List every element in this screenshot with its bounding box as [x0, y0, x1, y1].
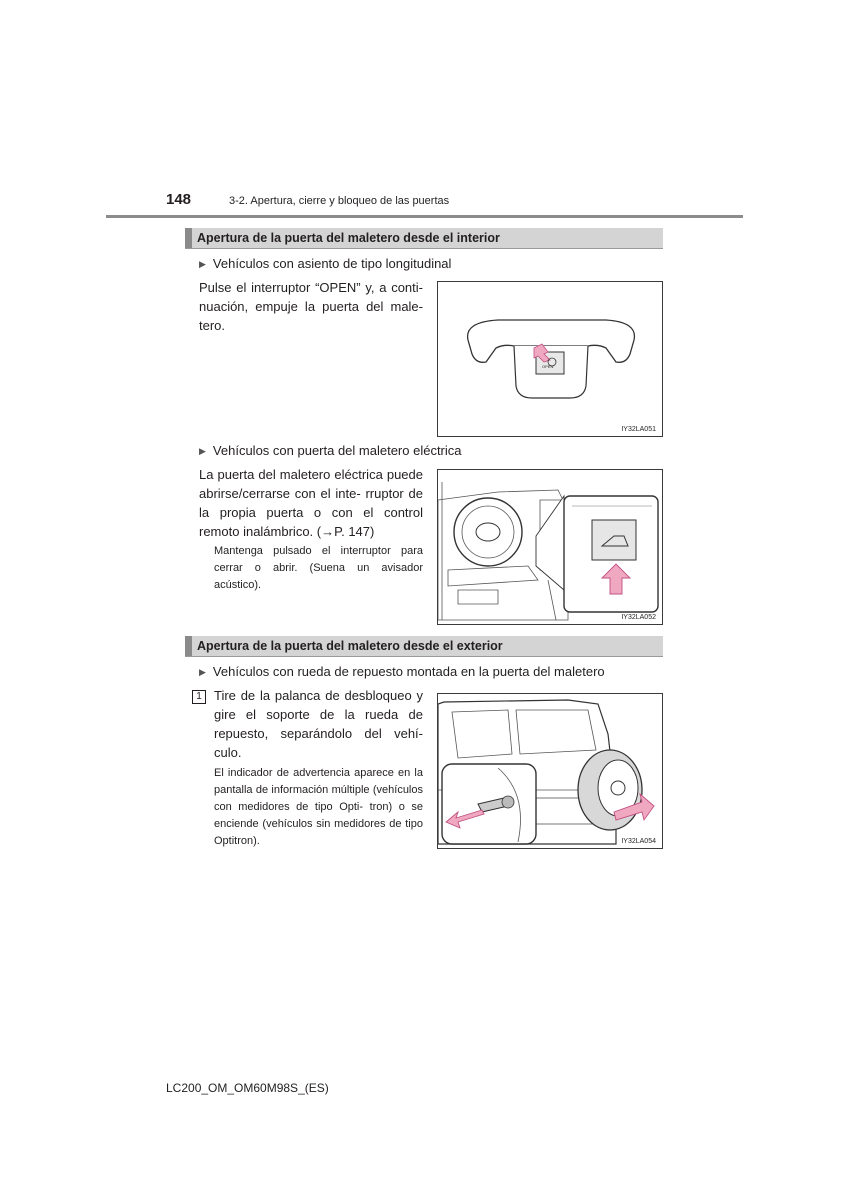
bullet-text: Vehículos con rueda de repuesto montada en la puerta del maletero	[212, 664, 605, 679]
bullet-text: Vehículos con asiento de tipo longitudinal	[212, 256, 452, 271]
bullet-longitudinal-seat	[199, 256, 451, 271]
step-number-box: 1	[192, 690, 206, 704]
bullet-power-tailgate	[199, 443, 462, 458]
footer-doc-code: LC200_OM_OM60M98S_(ES)	[166, 1081, 329, 1095]
figure-open-switch	[437, 281, 663, 437]
section-heading-bar	[185, 228, 192, 248]
section-heading-text: Apertura de la puerta del maletero desde el exterior	[197, 639, 503, 653]
dashboard-illustration	[438, 470, 663, 625]
note-warning-indicator: El indicador de advertencia aparece en la pantalla de información múltiple (vehículos con medidores de tipo Opti- tron) o se enciende (vehículos sin medidores de tipo Optitron).	[214, 767, 423, 847]
figure-code: IY32LA054	[621, 838, 656, 845]
figure-code: IY32LA051	[621, 426, 656, 433]
figure-code: IY32LA052	[621, 614, 656, 621]
bullet-text: Vehículos con puerta del maletero eléctrica	[212, 443, 462, 458]
section-heading-interior	[185, 228, 663, 249]
paragraph-power-tailgate: La puerta del maletero eléctrica puede abrirse/cerrarse con el inte- rruptor de la propia puerta o con el control remoto inalámbrico. (→P. 147)	[199, 467, 423, 539]
paragraph-open-switch: Pulse el interruptor “OPEN” y, a conti- nuación, empuje la puerta del male- tero.	[199, 280, 423, 333]
triangle-bullet-icon: ▶	[199, 259, 206, 269]
breadcrumb: 3-2. Apertura, cierre y bloqueo de las puertas	[229, 195, 450, 207]
figure-spare-tire-carrier	[437, 693, 663, 849]
triangle-bullet-icon: ▶	[199, 446, 206, 456]
tailgate-spare-tire-illustration	[438, 694, 663, 849]
step-text: Tire de la palanca de desbloqueo y gire el soporte de la rueda de repuesto, separándolo del vehí- culo.	[214, 688, 423, 760]
bullet-spare-tire	[199, 664, 605, 679]
figure-dashboard-switch	[437, 469, 663, 625]
section-heading-exterior	[185, 636, 663, 657]
header-rule	[106, 215, 743, 218]
note-hold-switch: Mantenga pulsado el interruptor para cerrar o abrir. (Suena un avisador acústico).	[214, 545, 423, 591]
section-heading-bar	[185, 636, 192, 656]
section-heading-text: Apertura de la puerta del maletero desde el interior	[197, 231, 500, 245]
page-number: 148	[166, 191, 192, 208]
triangle-bullet-icon: ▶	[199, 667, 206, 677]
overhead-handle-illustration	[438, 282, 663, 437]
open-switch-label: OPEN	[542, 364, 554, 369]
